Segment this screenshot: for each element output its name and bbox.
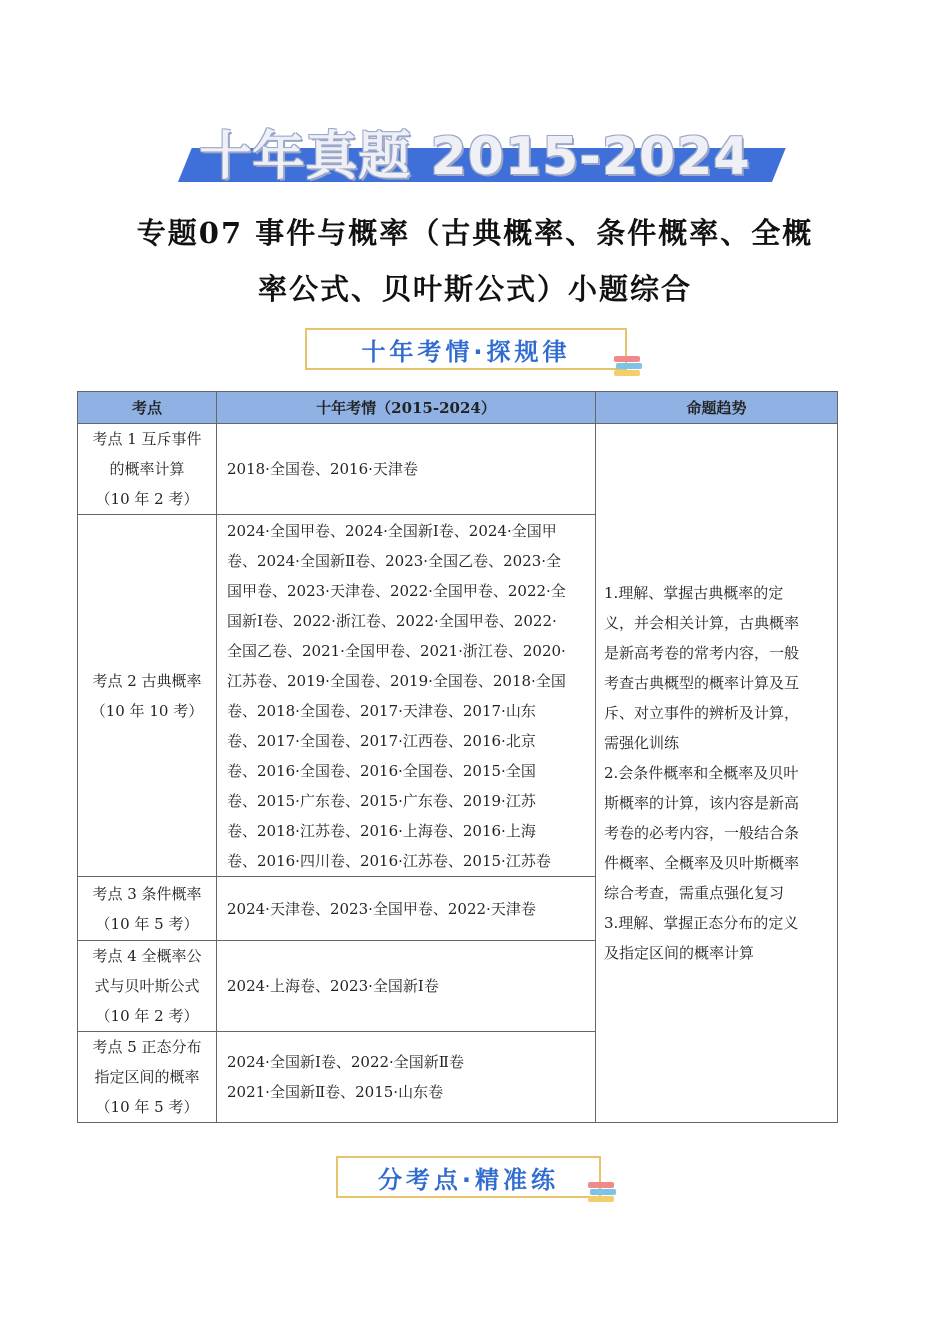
trend-text: 及指定区间的概率计算	[604, 944, 755, 962]
section-label-trends	[305, 328, 627, 370]
years-cell	[217, 1032, 596, 1123]
trend-text: 斥、对立事件的辨析及计算，	[604, 704, 800, 722]
section-label-practice	[336, 1156, 601, 1198]
years-cell	[217, 941, 596, 1032]
point-text: 考点 3 条件概率	[92, 884, 202, 903]
trend-text: 2.会条件概率和全概率及贝叶	[604, 764, 799, 782]
point-text: （10 年 5 考）	[95, 1098, 199, 1116]
years-text: 国新Ⅰ卷、2022·浙江卷、2022·全国甲卷、2022·	[227, 611, 557, 630]
point-text: 的概率计算	[109, 460, 185, 478]
years-text: 江苏卷、2019·全国卷、2019·全国卷、2018·全国	[227, 671, 566, 690]
point-text: （10 年 10 考）	[90, 701, 204, 720]
years-text: 2024·全国新Ⅰ卷、2022·全国新Ⅱ卷	[227, 1053, 465, 1071]
trend-cell	[596, 424, 838, 1123]
trend-text: 3.理解、掌握正态分布的定义	[604, 914, 799, 932]
section-label-text: 十年考情·探规律	[361, 337, 571, 366]
years-text: 全国乙卷、2021·全国甲卷、2021·浙江卷、2020·	[227, 641, 566, 660]
point-text: 考点 4 全概率公	[92, 947, 202, 965]
years-text: 国甲卷、2023·天津卷、2022·全国甲卷、2022·全	[227, 581, 566, 600]
header-years: 十年考情（2015-2024）	[217, 392, 596, 424]
trend-text: 考卷的必考内容，一般结合条	[604, 824, 800, 842]
years-cell	[217, 877, 596, 941]
years-text: 2024·上海卷、2023·全国新Ⅰ卷	[227, 977, 439, 995]
point-text: （10 年 5 考）	[95, 914, 199, 933]
trend-text: 是新高考卷的常考内容，一般	[604, 644, 800, 662]
trend-text: 斯概率的计算，该内容是新高	[604, 794, 800, 812]
trend-text: 1.理解、掌握古典概率的定	[604, 584, 784, 602]
exam-table	[77, 391, 838, 1123]
trend-text: 需强化训练	[604, 734, 680, 752]
years-cell	[217, 424, 596, 515]
point-text: （10 年 2 考）	[95, 1007, 199, 1025]
title-line-1: 专题07 事件与概率（古典概率、条件概率、全概	[136, 216, 814, 250]
point-cell	[78, 424, 217, 515]
trend-text: 综合考查，需重点强化复习	[604, 884, 785, 902]
header-trend: 命题趋势	[596, 392, 838, 424]
point-text: （10 年 2 考）	[95, 490, 199, 508]
point-text: 指定区间的概率	[94, 1068, 200, 1086]
trend-text: 考查古典概型的概率计算及互	[604, 674, 800, 692]
title-line-2: 率公式、贝叶斯公式）小题综合	[257, 272, 692, 306]
years-text: 2024·天津卷、2023·全国甲卷、2022·天津卷	[227, 899, 536, 918]
banner-title: 十年真题 2015-2024	[199, 127, 751, 187]
point-text: 式与贝叶斯公式	[94, 977, 200, 995]
trend-text: 义，并会相关计算，古典概率	[604, 614, 800, 632]
section-label-text: 分考点·精准练	[377, 1165, 560, 1194]
point-text: 考点 1 互斥事件	[92, 430, 202, 448]
years-text: 卷、2018·全国卷、2017·天津卷、2017·山东	[227, 701, 536, 720]
years-text: 卷、2016·全国卷、2016·全国卷、2015·全国	[227, 761, 536, 780]
years-text: 卷、2016·四川卷、2016·江苏卷、2015·江苏卷	[227, 851, 551, 870]
trend-text: 件概率、全概率及贝叶斯概率	[604, 854, 800, 872]
books-icon	[614, 356, 640, 378]
page-title	[90, 205, 860, 317]
years-text: 2018·全国卷、2016·天津卷	[227, 460, 418, 478]
years-text: 卷、2017·全国卷、2017·江西卷、2016·北京	[227, 731, 536, 750]
point-cell	[78, 941, 217, 1032]
point-text: 考点 5 正态分布	[92, 1038, 202, 1056]
point-cell	[78, 1032, 217, 1123]
years-cell	[217, 515, 596, 877]
table-row	[78, 424, 838, 515]
header-banner	[178, 110, 772, 187]
years-text: 卷、2024·全国新Ⅱ卷、2023·全国乙卷、2023·全	[227, 551, 562, 570]
years-text: 卷、2015·广东卷、2015·广东卷、2019·江苏	[227, 791, 536, 810]
years-text: 2021·全国新Ⅱ卷、2015·山东卷	[227, 1083, 444, 1101]
header-point: 考点	[78, 392, 217, 424]
years-text: 卷、2018·江苏卷、2016·上海卷、2016·上海	[227, 821, 536, 840]
books-icon	[588, 1182, 614, 1204]
years-text: 2024·全国甲卷、2024·全国新Ⅰ卷、2024·全国甲	[227, 521, 557, 540]
point-text: 考点 2 古典概率	[92, 671, 202, 690]
point-cell	[78, 515, 217, 877]
point-cell	[78, 877, 217, 941]
table-header-row	[78, 392, 838, 424]
